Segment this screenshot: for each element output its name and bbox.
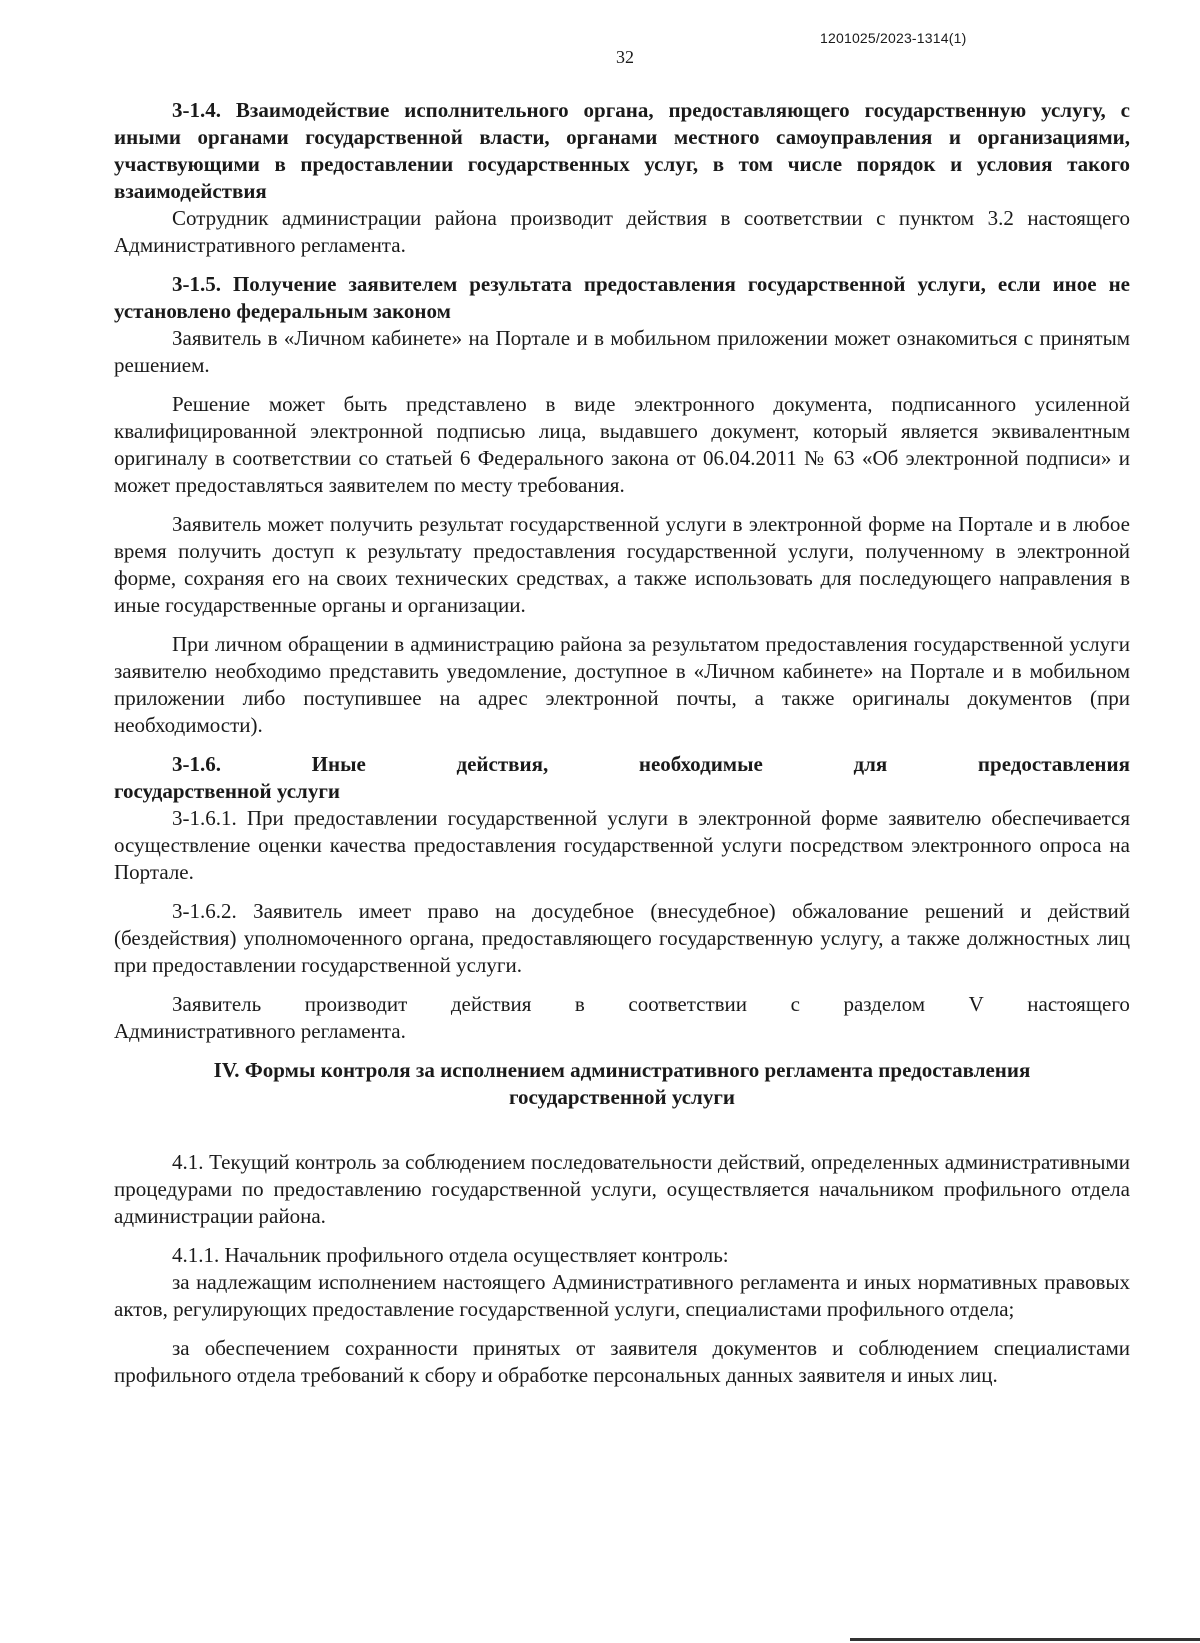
page-number: 32 (616, 47, 634, 67)
word: с (790, 992, 800, 1016)
paragraph: Сотрудник администрации района производит действия в соответствии с пунктом 3.2 настоящего Административного регламента. (114, 206, 1130, 257)
paragraph: Заявитель в «Личном кабинете» на Портале и в мобильном приложении может ознакомиться с принятым решением. (114, 326, 1130, 377)
heading-word: для (853, 752, 888, 776)
section-iv-heading: IV. Формы контроля за исполнением административного регламента предоставления государственной услуги (213, 1058, 1031, 1109)
heading-word: 3-1.6. (172, 752, 221, 776)
word: V (968, 992, 984, 1016)
section-3-1-6-heading (114, 751, 1130, 805)
page-edge-line (850, 1638, 1200, 1641)
paragraph: 3-1.6.2. Заявитель имеет право на досудебное (внесудебное) обжалование решений и действий (бездействия) уполномоченного органа, предоставляющего государственную услугу, а также должностных лиц при предоставлении государственной услуги. (114, 899, 1130, 977)
word: производит (304, 992, 408, 1016)
word: действия (450, 992, 532, 1016)
heading-word: предоставления (977, 752, 1130, 776)
section-3-1-6-heading-line1 (114, 751, 1130, 778)
paragraph: Решение может быть представлено в виде электронного документа, подписанного усиленной квалифицированной электронной подписью лица, выдавшего документ, который является эквивалентным оригиналу в соответствии со статьей 6 Федерального закона от 06.04.2011 № 63 «Об электронной подписи» и может предоставляться заявителем по месту требования. (114, 392, 1130, 497)
word: настоящего (1027, 992, 1130, 1016)
document-body (114, 97, 1130, 1389)
word: соответствии (628, 992, 748, 1016)
paragraph (114, 991, 1130, 1045)
heading-word: Иные (311, 752, 366, 776)
document-registration-number: 1201025/2023-1314(1) (820, 30, 967, 46)
paragraph: за надлежащим исполнением настоящего Административного регламента и иных нормативных правовых актов, регулирующих предоставление государственной услуги, специалистами профильного отдела; (114, 1270, 1130, 1321)
paragraph: Заявитель может получить результат государственной услуги в электронной форме на Портале и в любое время получить доступ к результату предоставления государственной услуги, полученному в электронной форме, сохраняя его на своих технических средствах, а также использовать для последующего направления в иные государственные органы и организации. (114, 512, 1130, 617)
paragraph: 4.1. Текущий контроль за соблюдением последовательности действий, определенных административными процедурами по предоставлению государственной услуги, осуществляется начальником профильного отдела администрации района. (114, 1150, 1130, 1228)
paragraph-line2: Административного регламента. (114, 1019, 406, 1043)
paragraph: При личном обращении в администрацию района за результатом предоставления государственной услуги заявителю необходимо представить уведомление, доступное в «Личном кабинете» на Портале и в мобильном приложении либо поступившее на адрес электронной почты, а также оригиналы документов (при необходимости). (114, 632, 1130, 737)
paragraph: 4.1.1. Начальник профильного отдела осуществляет контроль: (172, 1243, 729, 1267)
section-3-1-6-heading-line2: государственной услуги (114, 779, 340, 803)
section-3-1-4-heading: 3-1.4. Взаимодействие исполнительного органа, предоставляющего государственную услугу, с иными органами государственной власти, органами местного самоуправления и организациями, участвующими в предоставлении государственных услуг, в том числе порядок и условия такого взаимодействия (114, 98, 1130, 203)
word: Заявитель (172, 992, 262, 1016)
paragraph-line1 (114, 991, 1130, 1018)
word: разделом (843, 992, 926, 1016)
heading-word: действия, (456, 752, 549, 776)
paragraph: 3-1.6.1. При предоставлении государственной услуги в электронной форме заявителю обеспечивается осуществление оценки качества предоставления государственной услуги посредством электронного опроса на Портале. (114, 806, 1130, 884)
section-3-1-5-heading: 3-1.5. Получение заявителем результата предоставления государственной услуги, если иное не установлено федеральным законом (114, 272, 1130, 323)
heading-word: необходимые (638, 752, 763, 776)
paragraph: за обеспечением сохранности принятых от заявителя документов и соблюдением специалистами профильного отдела требований к сбору и обработке персональных данных заявителя и иных лиц. (114, 1336, 1130, 1387)
word: в (574, 992, 585, 1016)
